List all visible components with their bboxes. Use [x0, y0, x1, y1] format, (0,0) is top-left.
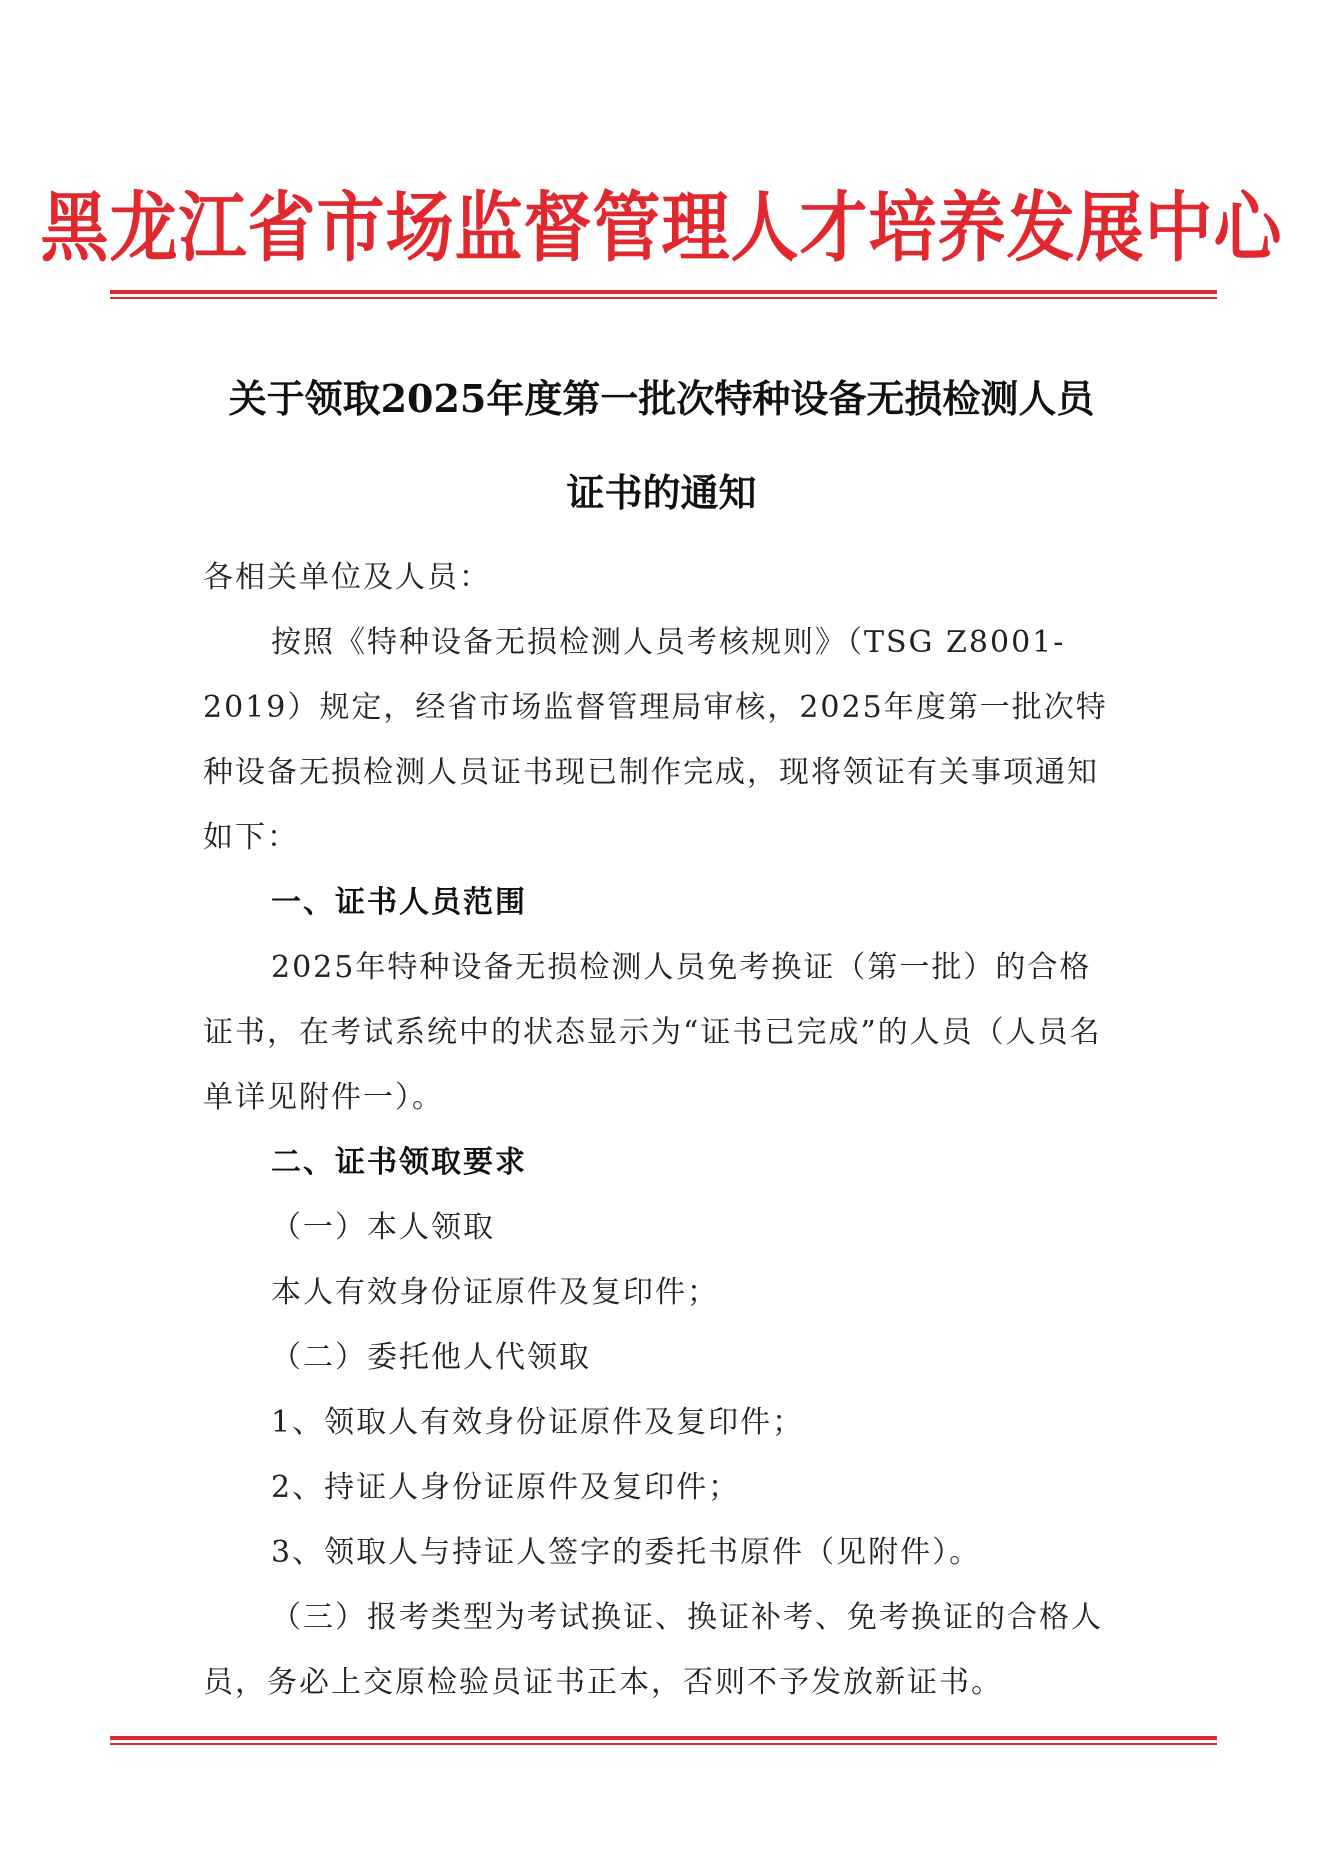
masthead-title: 黑龙江省市场监督管理人才培养发展中心 [40, 183, 1283, 274]
intro-paragraph: 按照《特种设备无损检测人员考核规则》（TSG Z8001-2019）规定，经省市场监督管理局审核，2025年度第一批次特种设备无损检测人员证书现已制作完成，现将领证有关事项通知如下： [203, 625, 1108, 855]
notice-body [203, 545, 1123, 1715]
sub3-paragraph: （三）报考类型为考试换证、换证补考、免考换证的合格人员，务必上交原检验员证书正本，否则不予发放新证书。 [203, 1600, 1103, 1700]
section2-heading: 二、证书领取要求 [271, 1145, 527, 1180]
sub1-heading: （一）本人领取 [271, 1210, 495, 1245]
masthead-divider [110, 290, 1217, 301]
sub2-item: 3、领取人与持证人签字的委托书原件（见附件）。 [271, 1535, 982, 1570]
notice-title-line1: 关于领取2025年度第一批次特种设备无损检测人员 [228, 376, 1095, 421]
divider-thick-line [110, 1736, 1217, 1740]
divider-thin-line [110, 297, 1217, 299]
sub2-item: 1、领取人有效身份证原件及复印件； [271, 1405, 805, 1440]
sub2-heading: （二）委托他人代领取 [271, 1340, 591, 1375]
section1-paragraph: 2025年特种设备无损检测人员免考换证（第一批）的合格证书，在考试系统中的状态显示为“证书已完成”的人员（人员名单详见附件一）。 [203, 950, 1102, 1115]
sub2-item: 2、持证人身份证原件及复印件； [271, 1470, 741, 1505]
footer-divider [110, 1736, 1217, 1747]
section1-heading: 一、证书人员范围 [271, 885, 527, 920]
notice-title-line2: 证书的通知 [566, 470, 757, 515]
divider-thick-line [110, 290, 1217, 294]
divider-thin-line [110, 1743, 1217, 1745]
sub1-text: 本人有效身份证原件及复印件； [271, 1275, 719, 1310]
salutation: 各相关单位及人员： [203, 560, 491, 595]
